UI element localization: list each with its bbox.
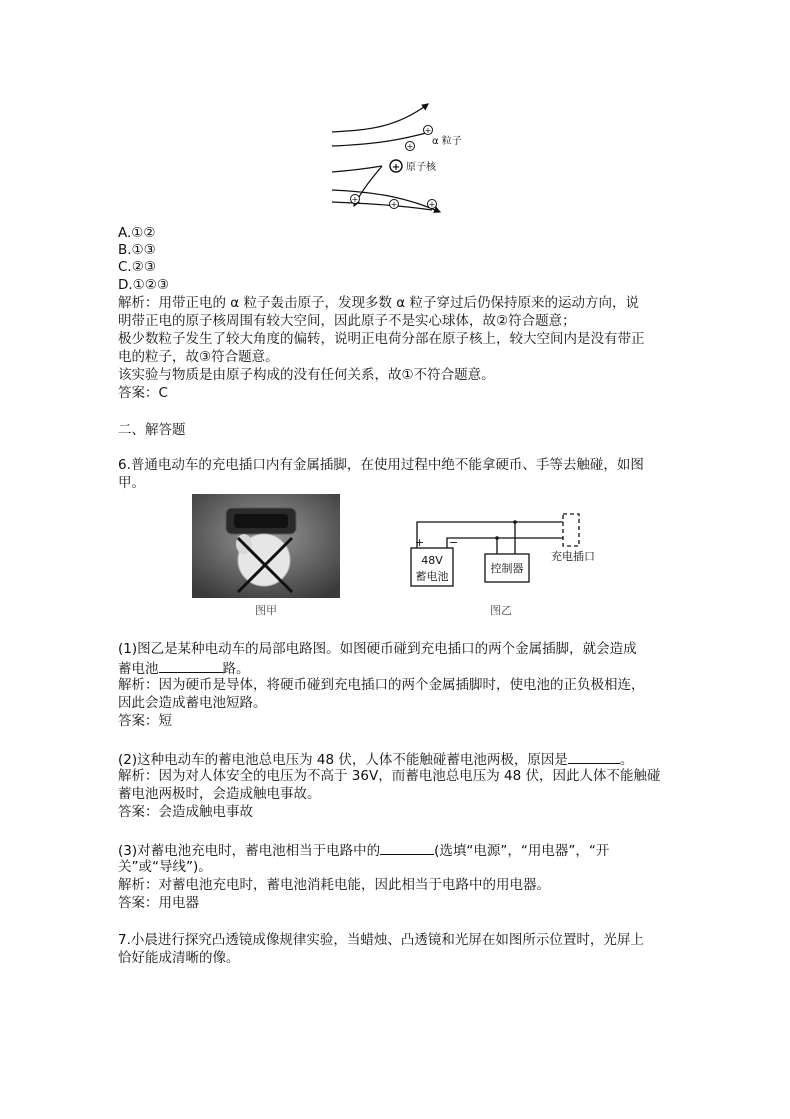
svg-text:+: +	[351, 195, 359, 204]
alpha-particle	[390, 200, 399, 210]
q5-analysis-line: 电的粒子，故③符合题意。	[118, 349, 279, 365]
charging-port	[563, 514, 579, 546]
port-label: 充电插口	[551, 550, 595, 563]
option-d: D.①②③	[118, 277, 169, 293]
alpha-particle	[424, 126, 433, 136]
figure-yi-caption: 图乙	[490, 604, 512, 617]
option-a: A.①②	[118, 225, 156, 241]
nucleus-label: 原子核	[406, 162, 436, 173]
q5-analysis-line: 极少数粒子发生了较大角度的偏转，说明正电荷分部在原子核上，较大空间内是没有带正	[118, 331, 645, 347]
figure-yi-circuit	[405, 510, 620, 620]
q6-p1-analysis: 因此会造成蓄电池短路。	[118, 695, 267, 711]
q6-p1-line: (1)图乙是某种电动车的局部电路图。如图硬币碰到充电插口的两个金属插脚，就会造成	[118, 641, 637, 657]
q7-stem-line: 恰好能成清晰的像。	[118, 950, 240, 966]
q6-p3-answer: 答案：用电器	[118, 895, 199, 911]
svg-text:+: +	[406, 142, 414, 151]
q5-analysis-line: 解析：用带正电的 α 粒子轰击原子，发现多数 α 粒子穿过后仍保持原来的运动方向，说	[118, 295, 639, 311]
q6-p2-post: 。	[619, 752, 634, 768]
q6-p1-line	[118, 658, 250, 678]
q6-p3-analysis: 解析：对蓄电池充电时，蓄电池消耗电能，因此相当于电路中的用电器。	[118, 877, 550, 893]
q6-p2-pre: (2)这种电动车的蓄电池总电压为 48 伏，人体不能触碰蓄电池两极，原因是	[118, 752, 568, 768]
svg-text:+: +	[391, 162, 401, 173]
battery-voltage: 48V	[421, 554, 443, 567]
q6-p1-post: 路。	[222, 661, 250, 677]
q6-p2-analysis: 蓄电池两极时，会造成触电事故。	[118, 786, 321, 802]
option-c: C.②③	[118, 259, 156, 275]
alpha-particle-label: α 粒子	[432, 136, 462, 147]
q6-p2-answer: 答案：会造成触电事故	[118, 804, 253, 820]
figure-jia-caption: 图甲	[255, 604, 277, 617]
alpha-track-3	[332, 166, 382, 172]
answer-blank[interactable]	[380, 840, 434, 855]
q6-p1-answer: 答案：短	[118, 713, 172, 729]
q6-stem-line: 甲。	[118, 475, 145, 491]
q5-analysis-line: 该实验与物质是由原子构成的没有任何关系，故①不符合题意。	[118, 367, 495, 383]
q6-p3-line: 关”或“导线”)。	[118, 859, 212, 875]
q5-answer: 答案：C	[118, 385, 168, 401]
answer-blank[interactable]	[159, 658, 223, 673]
minus-sign: −	[449, 536, 459, 549]
alpha-particle	[428, 200, 437, 210]
q6-p3-line	[118, 840, 609, 860]
q6-p1-analysis: 解析：因为硬币是导体，将硬币碰到充电插口的两个金属插脚时，使电池的正负极相连，	[118, 677, 645, 693]
q6-p2-line	[118, 749, 633, 769]
alpha-particle	[351, 195, 360, 205]
q6-stem-line: 6.普通电动车的充电插口内有金属插脚，在使用过程中绝不能拿硬币、手等去触碰，如图	[118, 457, 644, 473]
q6-p3-pre: (3)对蓄电池充电时，蓄电池相当于电路中的	[118, 843, 381, 859]
plus-sign: +	[415, 536, 425, 549]
q6-p2-analysis: 解析：因为对人体安全的电压为不高于 36V，而蓄电池总电压为 48 伏，因此人体不能触碰	[118, 768, 661, 784]
svg-text:+: +	[428, 200, 436, 209]
svg-text:+: +	[390, 200, 398, 209]
alpha-track-2	[332, 132, 430, 146]
section-title: 二、解答题	[118, 422, 186, 438]
option-b: B.①③	[118, 242, 156, 258]
q6-p1-pre: 蓄电池	[118, 661, 159, 677]
controller-label: 控制器	[490, 562, 524, 575]
alpha-scattering-figure	[328, 98, 468, 216]
alpha-particle	[406, 142, 415, 152]
atomic-nucleus	[390, 160, 402, 173]
battery-name: 蓄电池	[415, 570, 449, 583]
answer-blank[interactable]	[568, 749, 620, 764]
q6-p3-post: (选填“电源”，“用电器”，“开	[434, 843, 610, 859]
alpha-track-1	[332, 104, 428, 132]
figure-jia-photo	[192, 494, 342, 620]
q7-stem-line: 7.小晨进行探究凸透镜成像规律实验，当蜡烛、凸透镜和光屏在如图所示位置时，光屏上	[118, 932, 644, 948]
q5-analysis-line: 明带正电的原子核周围有较大空间，因此原子不是实心球体，故②符合题意；	[118, 313, 576, 329]
svg-text:+: +	[424, 126, 432, 135]
